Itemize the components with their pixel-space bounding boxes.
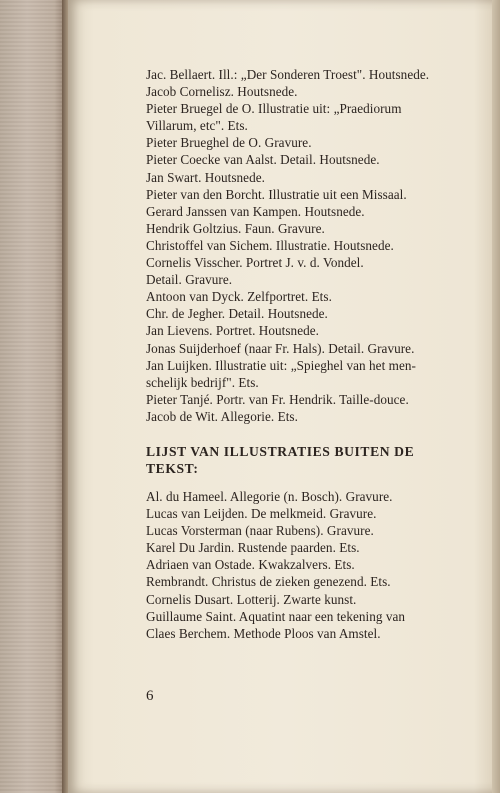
list-item: Guillaume Saint. Aquatint naar een tekening van Claes Berchem. Methode Ploos van Amstel. [146, 608, 406, 641]
list-item: Jacob de Wit. Allegorie. Ets. [146, 408, 298, 424]
list-item: Pieter Bruegel de O. Illustratie uit: „Praediorum Villarum, etc". Ets. [146, 101, 402, 134]
list-item: Pieter van den Borcht. Illustratie uit een Missaal. [146, 186, 407, 202]
list-item: Jonas Suijderhoef (naar Fr. Hals). Detail. Gravure. [146, 340, 415, 356]
list-item: Pieter Brueghel de O. Gravure. [146, 135, 312, 151]
section-heading: LIJST VAN ILLUSTRATIES BUITEN DE TEKST: [146, 443, 415, 477]
list-item: Al. du Hameel. Allegorie (n. Bosch). Gravure. [146, 488, 393, 504]
list-item: Karel Du Jardin. Rustende paarden. Ets. [146, 540, 360, 556]
list-item: Lucas Vorsterman (naar Rubens). Gravure. [146, 523, 374, 539]
page-number: 6 [146, 688, 154, 704]
list-item: Jan Swart. Houtsnede. [146, 169, 265, 185]
list-item: Jac. Bellaert. Ill.: „Der Sonderen Troest". Houtsnede. [146, 67, 430, 82]
list-item: Chr. de Jegher. Detail. Houtsnede. [146, 306, 328, 322]
list-item: Gerard Janssen van Kampen. Houtsnede. [146, 203, 365, 219]
list-item: Pieter Tanjé. Portr. van Fr. Hendrik. Taille-douce. [146, 391, 409, 407]
list-item: Jan Luijken. Illustratie uit: „Spieghel van het men- schelijk bedrijf". Ets. [146, 357, 416, 390]
list-item: Jan Lievens. Portret. Houtsnede. [146, 323, 319, 339]
list-item: Jacob Cornelisz. Houtsnede. [146, 84, 298, 100]
list-item: Cornelis Visscher. Portret J. v. d. Vondel. Detail. Gravure. [146, 255, 364, 288]
illustration-list [146, 66, 482, 642]
list-item: Rembrandt. Christus de zieken genezend. Ets. [146, 574, 391, 590]
page-right-edge [492, 0, 500, 793]
list-item: Adriaen van Ostade. Kwakzalvers. Ets. [146, 557, 355, 573]
list-item: Christoffel van Sichem. Illustratie. Houtsnede. [146, 237, 394, 253]
list-item: Hendrik Goltzius. Faun. Gravure. [146, 220, 325, 236]
list-item: Lucas van Leijden. De melkmeid. Gravure. [146, 506, 377, 522]
list-item: Cornelis Dusart. Lotterij. Zwarte kunst. [146, 591, 357, 607]
book-cover-edge [0, 0, 68, 793]
list-item: Pieter Coecke van Aalst. Detail. Houtsnede. [146, 152, 380, 168]
outside-text-list [146, 488, 482, 642]
list-item: Antoon van Dyck. Zelfportret. Ets. [146, 289, 332, 305]
